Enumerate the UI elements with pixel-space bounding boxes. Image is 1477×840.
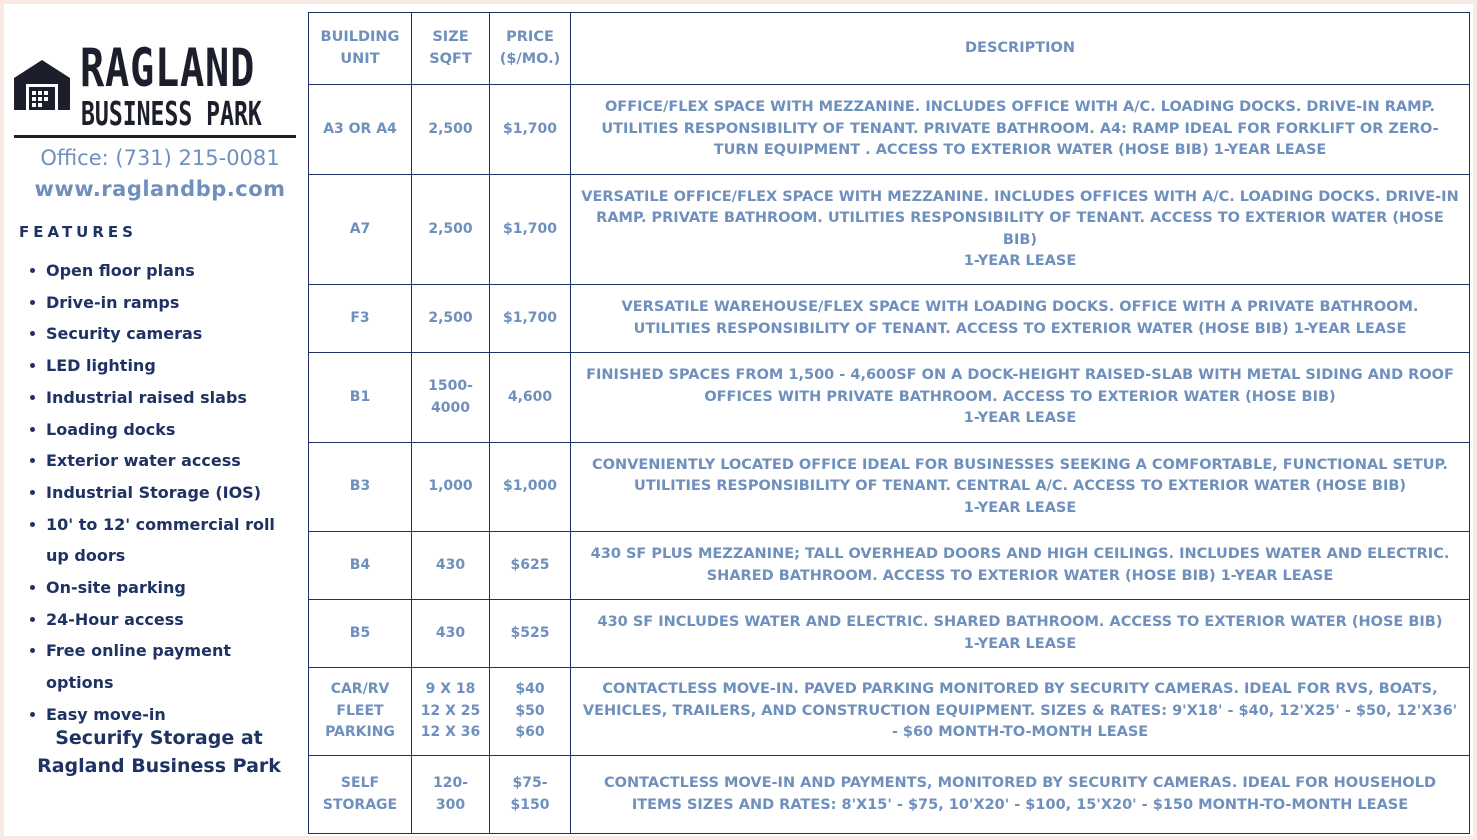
cell-size: 2,500 <box>412 175 490 285</box>
cell-unit: A7 <box>309 175 412 285</box>
table-row <box>309 532 1470 600</box>
cell-unit: SELF STORAGE <box>309 756 412 834</box>
cell-price: $40 $50 $60 <box>490 668 571 756</box>
warehouse-icon <box>14 58 70 110</box>
cell-description: 430 SF INCLUDES WATER AND ELECTRIC. SHARED BATHROOM. ACCESS TO EXTERIOR WATER (HOSE BIB) 1-YEAR LEASE <box>571 600 1470 668</box>
cell-price: $75- $150 <box>490 756 571 834</box>
feature-item: Industrial Storage (IOS) <box>28 477 298 509</box>
feature-item: 24-Hour access <box>28 604 298 636</box>
cell-unit: A3 OR A4 <box>309 85 412 175</box>
table-row <box>309 443 1470 532</box>
logo-divider <box>14 135 296 138</box>
units-table <box>308 12 1470 834</box>
tagline: Securify Storage at Ragland Business Park <box>37 727 281 777</box>
feature-item: Drive-in ramps <box>28 287 298 319</box>
cell-unit: B5 <box>309 600 412 668</box>
cell-size: 1,000 <box>412 443 490 532</box>
cell-description: CONTACTLESS MOVE-IN AND PAYMENTS, MONITORED BY SECURITY CAMERAS. IDEAL FOR HOUSEHOLD ITEMS SIZES AND RATES: 8'X15' - $75, 10'X20' - $100, 15'X20' - $150 MONTH-TO-MONTH LEASE <box>571 756 1470 834</box>
header-price: PRICE ($/MO.) <box>490 13 571 85</box>
cell-unit: CAR/RV FLEET PARKING <box>309 668 412 756</box>
cell-description: VERSATILE WAREHOUSE/FLEX SPACE WITH LOADING DOCKS. OFFICE WITH A PRIVATE BATHROOM. UTILITIES RESPONSIBILITY OF TENANT. ACCESS TO EXTERIOR WATER (HOSE BIB) 1-YEAR LEASE <box>571 285 1470 353</box>
feature-item: Easy move-in <box>28 699 298 731</box>
logo-subtitle: BUSINESS PARK <box>81 94 262 133</box>
table-row <box>309 285 1470 353</box>
cell-price: $1,700 <box>490 285 571 353</box>
feature-item: On-site parking <box>28 572 298 604</box>
header-building-unit: BUILDING UNIT <box>309 13 412 85</box>
cell-unit: B3 <box>309 443 412 532</box>
cell-unit: F3 <box>309 285 412 353</box>
cell-size: 1500- 4000 <box>412 353 490 443</box>
logo-name: RAGLAND <box>80 38 256 99</box>
feature-item: Loading docks <box>28 414 298 446</box>
table-row <box>309 85 1470 175</box>
features-heading: FEATURES <box>19 223 137 241</box>
cell-size: 9 X 18 12 X 25 12 X 36 <box>412 668 490 756</box>
features-list <box>28 255 318 731</box>
table-header-row <box>309 13 1470 85</box>
feature-item: Security cameras <box>28 318 298 350</box>
header-size: SIZE SQFT <box>412 13 490 85</box>
cell-price: $625 <box>490 532 571 600</box>
cell-unit: B4 <box>309 532 412 600</box>
cell-unit: B1 <box>309 353 412 443</box>
company-logo <box>14 40 296 140</box>
cell-size: 430 <box>412 600 490 668</box>
cell-size: 2,500 <box>412 285 490 353</box>
cell-size: 120- 300 <box>412 756 490 834</box>
feature-item: Exterior water access <box>28 445 298 477</box>
cell-description: CONVENIENTLY LOCATED OFFICE IDEAL FOR BUSINESSES SEEKING A COMFORTABLE, FUNCTIONAL SETUP. UTILITIES RESPONSIBILITY OF TENANT. CENTRAL A/C. ACCESS TO EXTERIOR WATER (HOSE BIB) 1-YEAR LEASE <box>571 443 1470 532</box>
cell-description: OFFICE/FLEX SPACE WITH MEZZANINE. INCLUDES OFFICE WITH A/C. LOADING DOCKS. DRIVE-IN RAMP. UTILITIES RESPONSIBILITY OF TENANT. PRIVATE BATHROOM. A4: RAMP IDEAL FOR FORKLIFT OR ZERO-TURN EQUIPMENT . ACCESS TO EXTERIOR WATER (HOSE BIB) 1-YEAR LEASE <box>571 85 1470 175</box>
feature-item: 10' to 12' commercial roll up doors <box>28 509 298 572</box>
cell-description: 430 SF PLUS MEZZANINE; TALL OVERHEAD DOORS AND HIGH CEILINGS. INCLUDES WATER AND ELECTRIC. SHARED BATHROOM. ACCESS TO EXTERIOR WATER (HOSE BIB) 1-YEAR LEASE <box>571 532 1470 600</box>
cell-price: $1,700 <box>490 85 571 175</box>
feature-item: LED lighting <box>28 350 298 382</box>
feature-item: Free online payment options <box>28 635 298 698</box>
cell-price: $1,000 <box>490 443 571 532</box>
flyer-page <box>4 4 1473 836</box>
cell-price: 4,600 <box>490 353 571 443</box>
sidebar <box>4 4 304 836</box>
website-link[interactable]: www.raglandbp.com <box>34 177 286 201</box>
header-description: DESCRIPTION <box>571 13 1470 85</box>
office-phone: Office: (731) 215-0081 <box>40 146 280 170</box>
cell-size: 430 <box>412 532 490 600</box>
cell-size: 2,500 <box>412 85 490 175</box>
cell-description: CONTACTLESS MOVE-IN. PAVED PARKING MONITORED BY SECURITY CAMERAS. IDEAL FOR RVS, BOATS, VEHICLES, TRAILERS, AND CONSTRUCTION EQUIPMENT. SIZES & RATES: 9'X18' - $40, 12'X25' - $50, 12'X36' - $60 MONTH-TO-MONTH LEASE <box>571 668 1470 756</box>
feature-item: Industrial raised slabs <box>28 382 298 414</box>
cell-price: $1,700 <box>490 175 571 285</box>
table-row <box>309 756 1470 834</box>
table-row <box>309 668 1470 756</box>
cell-price: $525 <box>490 600 571 668</box>
feature-item: Open floor plans <box>28 255 298 287</box>
table-row <box>309 353 1470 443</box>
cell-description: FINISHED SPACES FROM 1,500 - 4,600SF ON A DOCK-HEIGHT RAISED-SLAB WITH METAL SIDING AND ROOF OFFICES WITH PRIVATE BATHROOM. ACCESS TO EXTERIOR WATER (HOSE BIB) 1-YEAR LEASE <box>571 353 1470 443</box>
table-row <box>309 175 1470 285</box>
table-row <box>309 600 1470 668</box>
cell-description: VERSATILE OFFICE/FLEX SPACE WITH MEZZANINE. INCLUDES OFFICES WITH A/C. LOADING DOCKS. DRIVE-IN RAMP. PRIVATE BATHROOM. UTILITIES RESPONSIBILITY OF TENANT. ACCESS TO EXTERIOR WATER (HOSE BIB) 1-YEAR LEASE <box>571 175 1470 285</box>
